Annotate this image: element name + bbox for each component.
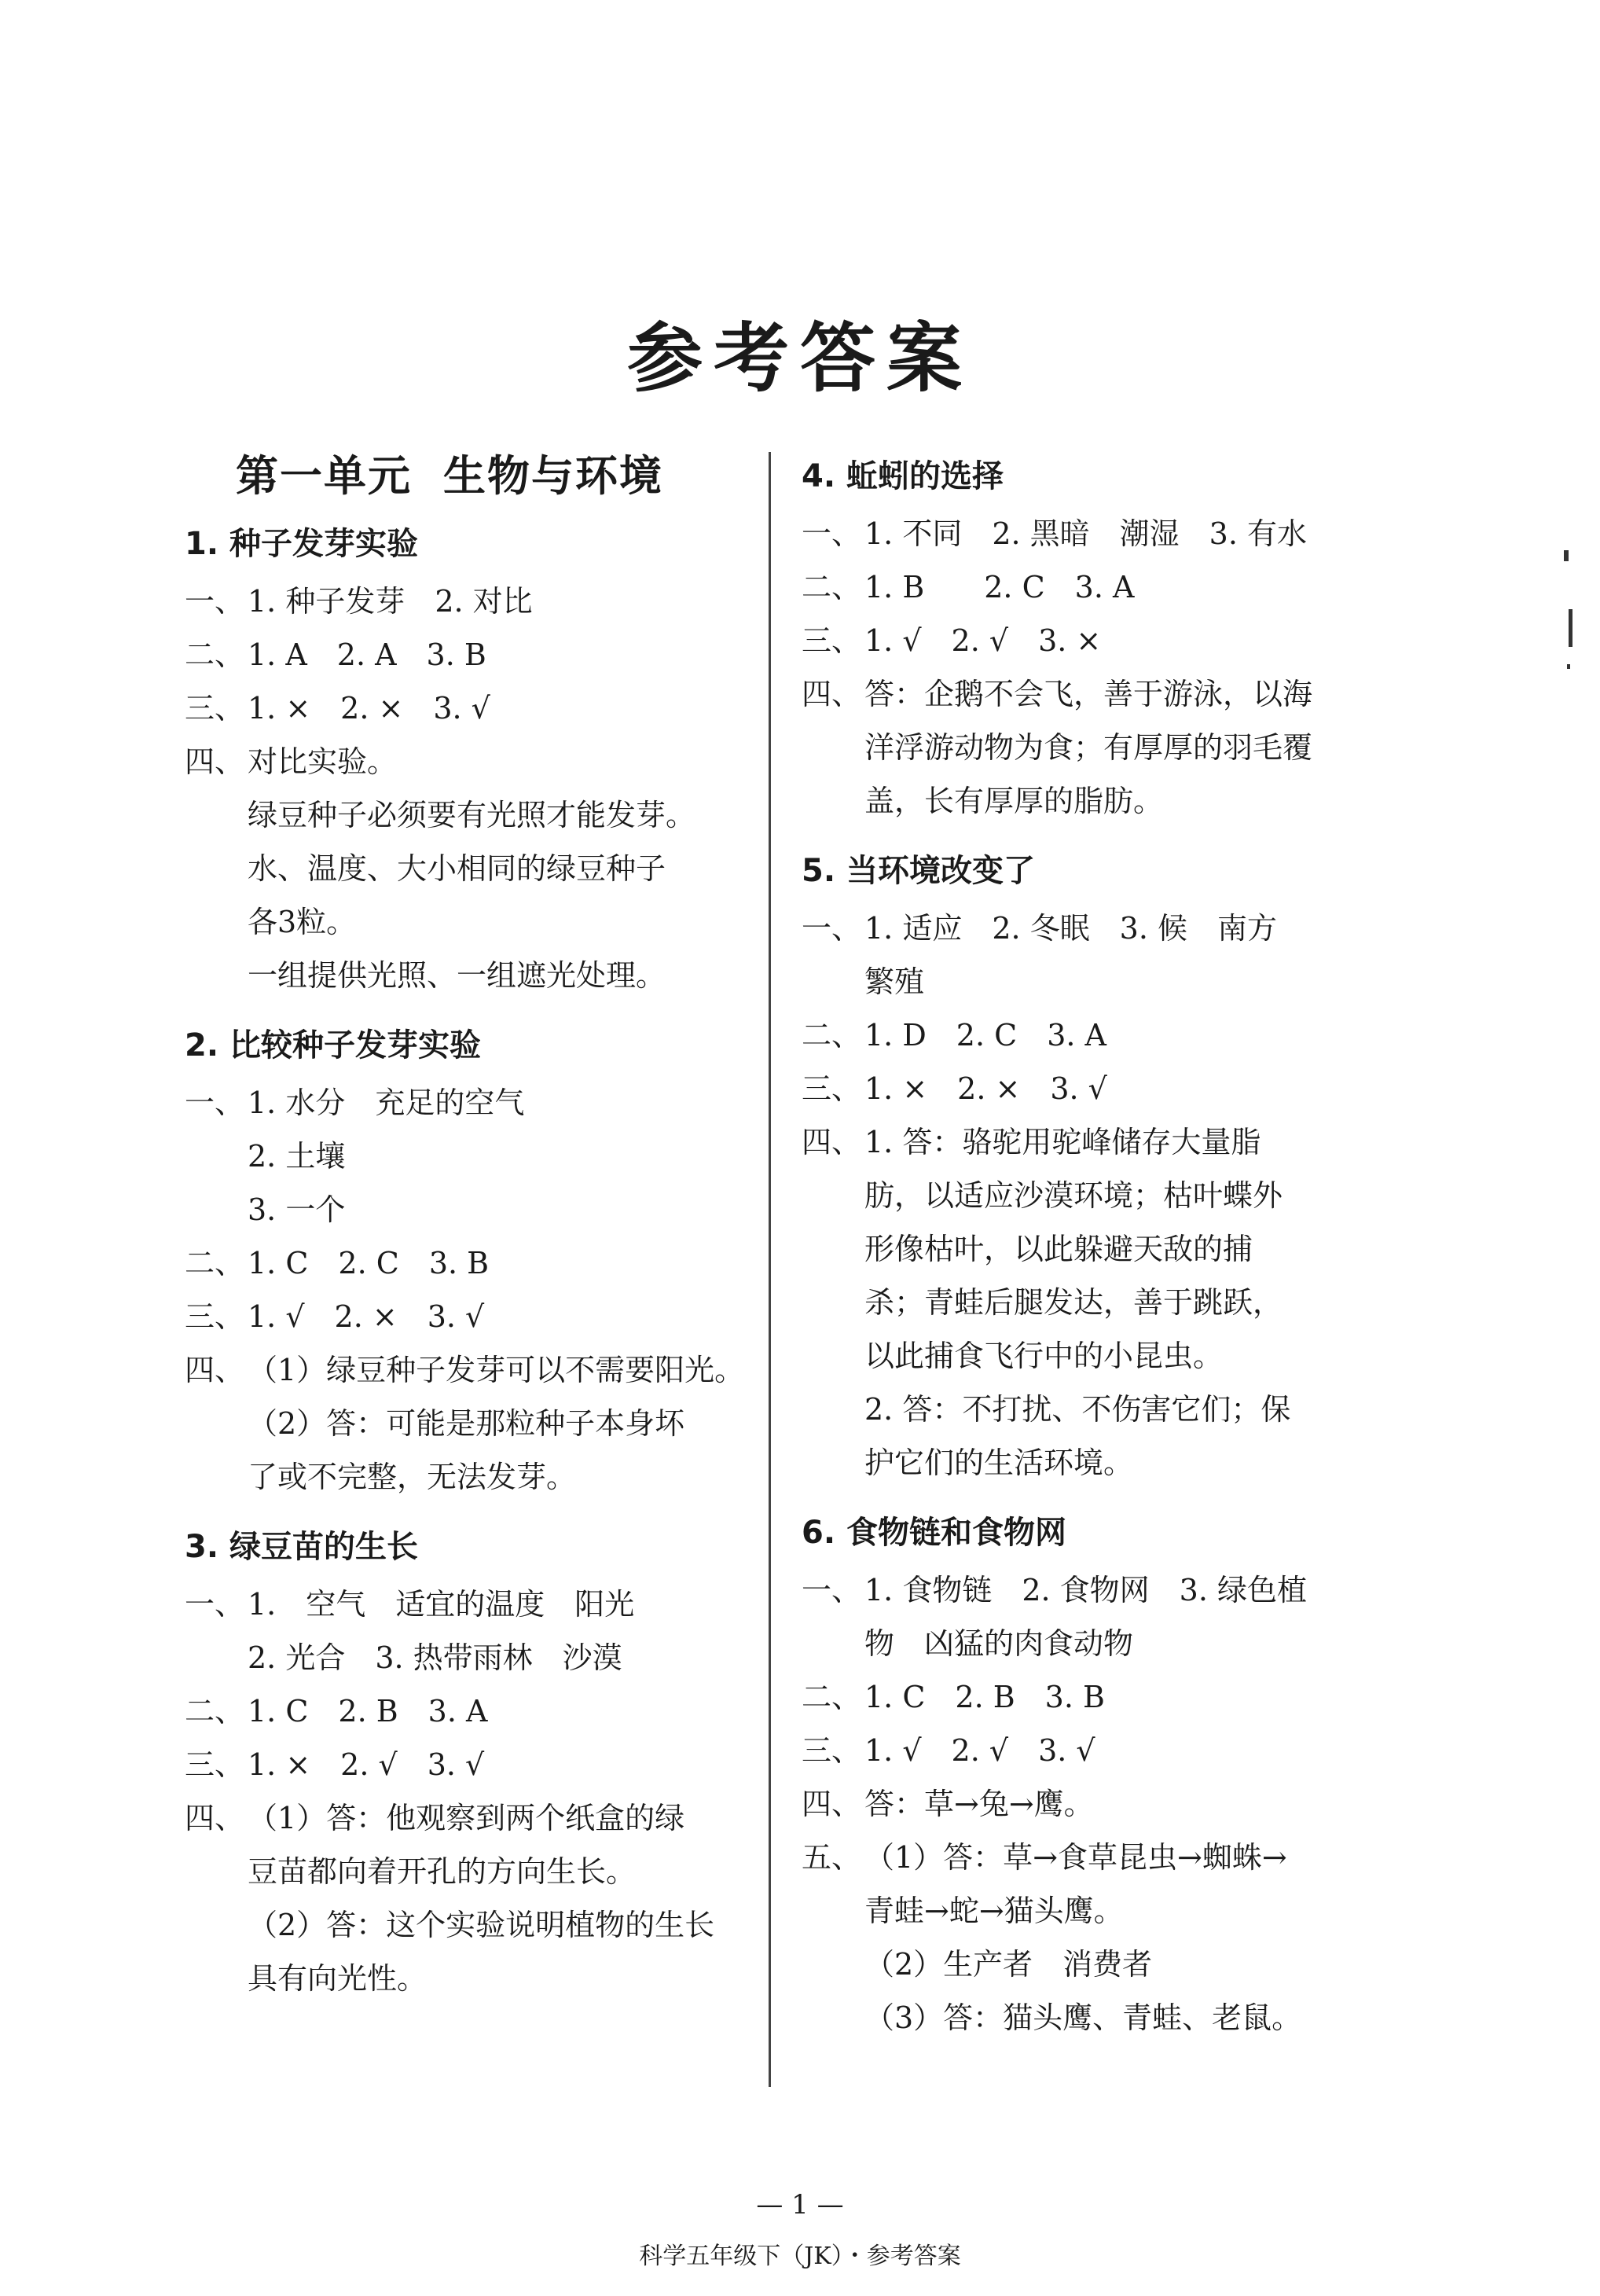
question-label: 五、 [802,1840,862,1875]
answer-line [802,1169,1383,1222]
question-label: 二、 [802,570,862,604]
answer-text: 1. √ 2. √ 3. × [864,623,1102,658]
question-label: 一、 [185,1587,245,1622]
answer-text: 1. 不同 2. 黑暗 潮湿 3. 有水 [864,516,1308,551]
answer-text: 盖，长有厚厚的脂肪。 [864,784,1164,818]
answer-line [802,1670,1383,1724]
answer-text: 1. × 2. × 3. √ [864,1071,1107,1106]
answer-line [802,721,1383,774]
answer-text: 3. 一个 [248,1192,346,1227]
answer-text: 以此捕食飞行中的小昆虫。 [864,1339,1224,1373]
answer-line [802,1563,1383,1617]
answer-line [185,1343,750,1397]
answer-line [802,1724,1383,1777]
question-label [802,1383,864,1436]
question-label: 二、 [802,1680,862,1714]
answer-text: 绿豆种子必须要有光照才能发芽。 [248,798,696,832]
answer-line [185,1076,750,1130]
answer-text: 答：企鹅不会飞，善于游泳，以海 [864,677,1313,711]
answer-text: 1. D 2. C 3. A [864,1018,1106,1052]
answer-text: 1. × 2. √ 3. √ [248,1747,485,1782]
question-label: 一、 [802,911,862,946]
question-label [185,1183,248,1236]
answer-text: 1. 水分 充足的空气 [248,1086,525,1120]
answer-line [802,667,1383,721]
question-label [185,1130,248,1183]
answer-text: （1）答：草→食草昆虫→蜘蛛→ [864,1840,1287,1875]
answer-text: 2. 答：不打扰、不伤害它们；保 [864,1392,1291,1427]
edge-mark [1564,550,1569,561]
answer-text: 豆苗都向着开孔的方向生长。 [248,1854,637,1889]
answer-line [185,1791,750,1845]
question-label [802,1991,864,2044]
section-title: 5. 当环境改变了 [802,853,1035,889]
answer-line [802,774,1383,828]
answer-text: 1. 答：骆驼用驼峰储存大量脂 [864,1125,1261,1159]
answer-text: 1. × 2. × 3. √ [248,691,490,726]
answer-line [802,560,1383,614]
answer-line [185,1290,750,1343]
answer-text: 1. A 2. A 3. B [248,637,486,672]
answer-text: 一组提供光照、一组遮光处理。 [248,958,666,993]
answer-text: 1. √ 2. × 3. √ [248,1299,485,1334]
answer-line [802,1831,1383,1884]
answer-text: 1. C 2. C 3. B [248,1246,490,1280]
question-label [185,1952,248,2005]
question-label: 一、 [802,1573,862,1607]
answer-text: （1）绿豆种子发芽可以不需要阳光。 [248,1353,745,1387]
answer-text: 对比实验。 [248,744,398,779]
answer-text: 洋浮游动物为食；有厚厚的羽毛覆 [864,730,1313,765]
answer-line [185,1738,750,1791]
answer-text: （2）生产者 消费者 [864,1947,1153,1982]
section-title: 1. 种子发芽实验 [185,526,418,562]
answer-text: 了或不完整，无法发芽。 [248,1460,577,1494]
answer-line [802,955,1383,1008]
question-label: 四、 [802,1787,862,1821]
question-label: 二、 [185,1694,245,1728]
answer-line [185,1845,750,1898]
question-label: 四、 [185,1353,245,1387]
answer-line [802,902,1383,955]
answer-line [802,1436,1383,1490]
unit-number: 第一单元 [236,450,412,501]
question-label [802,1276,864,1329]
question-label: 三、 [802,1733,862,1768]
question-label: 四、 [802,1125,862,1159]
answer-line [802,614,1383,667]
answer-line [185,628,750,681]
answer-text: 具有向光性。 [248,1961,428,1996]
answer-line [185,1578,750,1631]
answer-line [185,1236,750,1290]
left-column [185,444,750,2016]
answer-line [802,1008,1383,1062]
answer-text: （2）答：可能是那粒种子本身坏 [248,1406,685,1441]
answer-line [802,1777,1383,1831]
question-label [802,1329,864,1383]
answer-text: 杀；青蛙后腿发达，善于跳跃， [864,1285,1283,1320]
edge-mark [1567,664,1570,669]
answer-text: 1. 适应 2. 冬眠 3. 候 南方 [864,911,1278,946]
answer-text: 水、温度、大小相同的绿豆种子 [248,851,666,886]
answer-line [185,1130,750,1183]
answer-line [185,1450,750,1504]
answer-text: 各3粒。 [248,905,357,939]
answer-text: 护它们的生活环境。 [864,1446,1134,1480]
question-label [802,774,864,828]
answer-line [185,681,750,735]
answer-line [802,1276,1383,1329]
answer-text: 1. 空气 适宜的温度 阳光 [248,1587,635,1622]
answer-text: 1. C 2. B 3. A [248,1694,488,1728]
answer-text: （3）答：猫头鹰、青蛙、老鼠。 [864,2000,1302,2035]
book-footer: 科学五年级下（JK）・参考答案 [639,2243,961,2270]
page-title: 参考答案 [627,314,973,402]
answer-line [802,1062,1383,1115]
question-label: 四、 [185,1801,245,1835]
column-divider [769,452,771,2087]
question-label [185,895,248,949]
question-label: 二、 [802,1018,862,1052]
answer-line [185,895,750,949]
answer-text: 形像枯叶，以此躲避天敌的捕 [864,1232,1253,1266]
question-label [802,1222,864,1276]
page-number: — 1 — [756,2189,844,2221]
answer-text: 1. 种子发芽 2. 对比 [248,584,533,619]
question-label: 一、 [802,516,862,551]
answer-line [185,949,750,1002]
question-label: 三、 [185,1299,245,1334]
question-label: 四、 [185,744,245,779]
question-label [802,1938,864,1991]
question-label: 一、 [185,1086,245,1120]
answer-line [185,1952,750,2005]
answer-line [185,1183,750,1236]
section-title: 4. 蚯蚓的选择 [802,458,1004,494]
unit-name: 生物与环境 [443,450,663,501]
question-label: 三、 [802,623,862,658]
answer-text: 肪，以适应沙漠环境；枯叶蝶外 [864,1178,1283,1213]
question-label [185,949,248,1002]
section-title: 2. 比较种子发芽实验 [185,1027,481,1064]
answer-line [802,1617,1383,1670]
question-label [802,1884,864,1938]
question-label: 三、 [802,1071,862,1106]
right-column [802,444,1383,2055]
answer-text: 繁殖 [864,964,925,999]
section-title: 3. 绿豆苗的生长 [185,1529,418,1565]
section-title: 6. 食物链和食物网 [802,1515,1066,1551]
question-label: 二、 [185,1246,245,1280]
answer-text: 2. 土壤 [248,1139,346,1174]
answer-text: 物 凶猛的肉食动物 [864,1626,1134,1661]
answer-line [185,1684,750,1738]
answer-line [185,842,750,895]
answer-line [185,735,750,788]
question-label: 三、 [185,691,245,726]
question-label [185,1845,248,1898]
question-label [802,1169,864,1222]
answer-text: 1. B 2. C 3. A [864,570,1135,604]
answer-line [802,507,1383,560]
question-label [802,721,864,774]
question-label: 二、 [185,637,245,672]
answer-text: 1. 食物链 2. 食物网 3. 绿色植 [864,1573,1308,1607]
question-label [185,1397,248,1450]
answer-line [185,1397,750,1450]
question-label [802,955,864,1008]
question-label [802,1617,864,1670]
unit-title [236,444,750,507]
answer-line [802,1991,1383,2044]
question-label [185,1631,248,1684]
question-label: 四、 [802,677,862,711]
answer-line [185,1631,750,1684]
question-label: 三、 [185,1747,245,1782]
question-label [185,1450,248,1504]
answer-line [802,1884,1383,1938]
answer-text: 2. 光合 3. 热带雨林 沙漠 [248,1640,622,1675]
answer-line [802,1938,1383,1991]
answer-line [802,1115,1383,1169]
answer-text: 1. C 2. B 3. B [864,1680,1105,1714]
question-label [185,1898,248,1952]
answer-text: 答：草→兔→鹰。 [864,1787,1094,1821]
answer-line [802,1383,1383,1436]
answer-line [802,1329,1383,1383]
question-label: 一、 [185,584,245,619]
answer-line [185,1898,750,1952]
question-label [185,842,248,895]
answer-line [802,1222,1383,1276]
question-label [802,1436,864,1490]
answer-text: （1）答：他观察到两个纸盒的绿 [248,1801,685,1835]
answer-text: 青蛙→蛇→猫头鹰。 [864,1894,1124,1928]
edge-mark [1569,609,1572,647]
answer-text: （2）答：这个实验说明植物的生长 [248,1908,715,1942]
answer-line [185,788,750,842]
answer-text: 1. √ 2. √ 3. √ [864,1733,1095,1768]
answer-line [185,575,750,628]
question-label [185,788,248,842]
